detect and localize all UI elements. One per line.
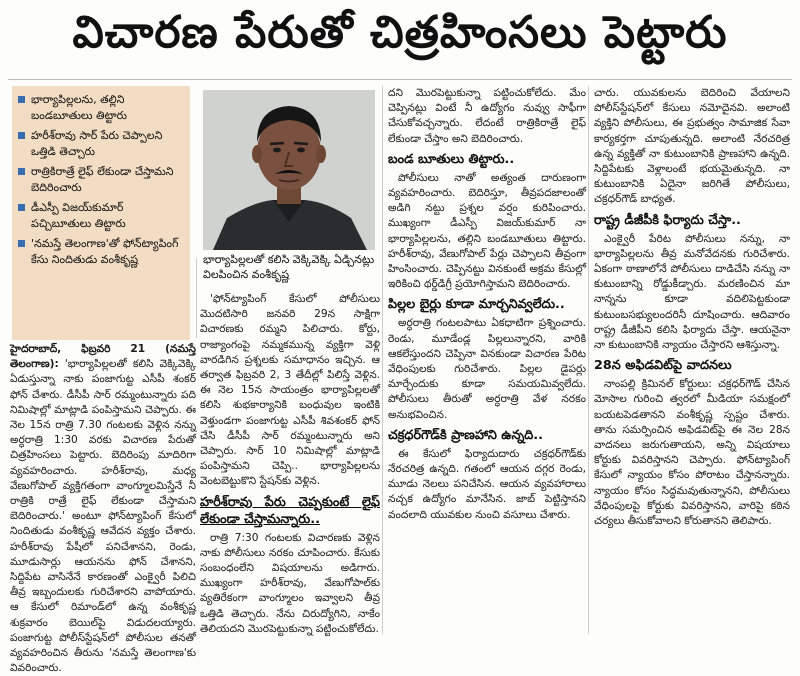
bullet-square-icon — [18, 204, 25, 211]
highlight-item — [18, 128, 184, 159]
bullet-square-icon — [18, 96, 25, 103]
article-paragraph: ఎంక్వైరీ పేరిట పోలీసులు నన్ను, నా భార్యాపిల్లలను తీవ్ర మనోవేదనకు గురిచేశారు. ఏకంగా ఠాణాలోనే పోలీసులు దాడిచేసి నన్ను నా కుటుంబాన్ని రోడ్డుకీడ్చారు. మరణించిన మా నాన్నను కూడా వదిలిపెట్టకుండా కుటుంబసభ్యులందరినీ దూషించారు. ఆదివారం రాష్ట్ర డీజీపీని కలిసి ఫిర్యాదు చేస్తా. ఆయనైనా నా కుటుంబానికి న్యాయం చేస్తారని ఆశిస్తున్నా. — [594, 232, 790, 352]
article-paragraph: రాత్రి 7:30 గంటలకు విచారణకు వెళ్లిన నాకు పోలీసులు నరకం చూపించారు. కేసుకు సంబంధంలేని విషయాలను అడిగారు. ముఖ్యంగా హరీశ్‌రావు, వేణుగోపాల్‌కు వ్యతిరేకంగా వాంగ్మూలం ఇవ్వాలని తీవ్ర ఒత్తిడి తెచ్చారు. నేను చిరుద్యోగిని, నాకేం తెలియదని మొరపెట్టుకున్నా పట్టించుకోలేదు. — [200, 531, 380, 635]
highlight-text: భార్యాపిల్లలను, తల్లిని బండబూతులు తిట్టారు — [31, 93, 127, 122]
article-paragraph: దని మొరపెట్టుకున్నా పట్టించుకోలేదు. మేం చెప్పినట్లు వింటే నీ ఉద్యోగం నువ్వు సాఫీగా చేసుకోవచ్చన్నారు. లేదంటే రాత్రికిరాత్రే లైఫ్ లేకుండా చేస్తాం అని బెదిరించారు. — [388, 87, 586, 145]
subheading: హరీశ్‌రావు పేరు చెప్పకుంటే లైఫ్ లేకుండా చేస్తామన్నారు.. — [200, 494, 380, 527]
article-paragraph: నాంపల్లి క్రిమినల్ కోర్టులు: చక్రధర్‌గౌడ్ చేసిన మోసాల గురించి త్వరలో మీడియా సమక్షంలో బయటపెడతానని వంశీకృష్ణ స్పష్టం చేశారు. తాను సమర్పించిన అఫిడవిట్‌పై ఈ నెల 28న వాదనలు జరుగుతాయని, అన్ని విషయాలు కోర్టుకు వివరిస్తానని చెప్పారు. ఫోన్‌ట్యాపింగ్ కేసులో న్యాయం కోసం పోరాటం చేస్తానన్నారు. న్యాయం కోసం సిద్ధమవుతున్నానని, పోలీసులు వేధింపులపై కోర్టుకు వివరిస్తానని, వారిపై కఠిన చర్యలు తీసుకోవాలని కోరుతానని తెలిపారు. — [594, 378, 790, 528]
article-column-4 — [594, 86, 790, 636]
highlight-text: డీఎస్పీ విజయ్‌కుమార్ పచ్చిబూతులు తిట్టారు — [31, 201, 126, 230]
bullet-square-icon — [18, 132, 25, 139]
article-column-2 — [200, 292, 380, 636]
subheading: రాష్ట్ర డీజీపీకి ఫిర్యాదు చేస్తా.. — [594, 212, 741, 228]
column-divider — [588, 86, 589, 634]
article-paragraph: 'ఫోన్‌ట్యాపింగ్ కేసులో పోలీసులు మొదటిసారి జనవరి 29న సాక్షిగా విచారణకు రమ్మని పిలిచారు. కోర్టు, రాజ్యాంగంపై నమ్మకమున్న వ్యక్తిగా వెళ్లి వారడిగిన ప్రశ్నలకు సమాధానం ఇచ్చిన. ఆ తర్వాత ఫిబ్రవరి 2, 3 తేదీల్లో పిలిస్తే వెళ్లిన. ఈ నెల 15న సాయంత్రం భార్యాపిల్లలతో కలిసి శుభకార్యానికి బంధువుల ఇంటికి వెళ్తుండగా పంజాగుట్ట ఎసీపీ శివశంకర్ ఫోన్ చేసి డీసీపీ సార్ రమ్మంటున్నారు అని చెప్పారు. సార్ 10 నిమిషాల్లో మాట్లాడి పంపిస్తామని చెప్పి.. భార్యాపిల్లలను వెంటబెట్టుకొని స్టేషన్‌కు వెళ్లిన. — [200, 293, 380, 488]
article-paragraph: అర్ధరాత్రి గంటలపాటు ఏకధాటిగా ప్రశ్నించారు. రెండు, మూడేండ్ల పిల్లలున్నారని, వారికి ఆకలేస్తుందని చెప్పినా వినకుండా విచారణ పేరిట వేధింపులకు గురిచేశారు. పిల్లల డైపర్లు మార్చేందుకు కూడా సమయమివ్వలేదు. పోలీసులు తీరుతో అర్ధరాత్రి వేళ నరకం అనుభవించిన. — [388, 317, 586, 421]
highlight-text: 'నమస్తే తెలంగాణ'తో ఫోన్‌ట్యాపింగ్ కేసు నిందితుడు వంశీకృష్ణ — [31, 237, 179, 266]
headline-rule — [8, 79, 792, 80]
highlight-text: రాత్రికిరాత్రే లైఫ్ లేకుండా చేస్తామని బెదిరించారు — [31, 165, 174, 194]
column-divider — [382, 86, 383, 634]
highlights-box — [12, 86, 190, 340]
subheading: పిల్లల బైర్లు కూడా మార్చనివ్వలేదు.. — [388, 297, 565, 313]
column-divider — [196, 258, 197, 338]
article-column-1 — [10, 342, 197, 675]
portrait-photo — [203, 90, 375, 250]
highlight-item — [18, 236, 184, 267]
article-paragraph: ఈ కేసులో ఫిర్యాదుదారు చక్రధర్‌గౌడ్‌కు నేరచరిత్ర ఉన్నది. గతంలో ఆయన దగ్గర రెండు, మూడు నెలలు పనిచేసిన. ఆయన వ్యవహారాలు నచ్చక ఉద్యోగం మానేసిన. జాబ్ పెట్టిస్తానని వందలాది యువకుల నుంచి వసూలు చేశారు. — [388, 447, 586, 521]
photo-caption: భార్యాపిల్లలతో కలిసి వెక్కివెక్కి ఏడ్చినట్లు విలపించిన వంశీకృష్ణ — [203, 253, 375, 281]
dateline: హైదరాబాద్, ఫిబ్రవరి 21 (నమస్తే తెలంగాణ): — [10, 343, 196, 371]
article-paragraph: చారు. యువకులను బెదిరించి వేయాలని పోలీస్‌స్టేషన్‌లో కేసులు నమోదైనవి. అలాంటి వ్యక్తిని పోలీసులు, ఈ ప్రభుత్వం సామాజిక సేవా కార్యకర్తగా చూపుతున్నది. అలాంటి నేరచరిత్ర ఉన్న వ్యక్తితో నా కుటుంబానికి ప్రాణహాని ఉన్నది. సిద్దిపేటకు వెళ్లాలంటే భయమైతున్నది. నా కుటుంబానికి ఏదైనా జరిగితే పోలీసులు, చక్రధర్‌గౌడ్ బాధ్యత. — [594, 87, 790, 206]
article-paragraph: 'భార్యాపిల్లలతో కలిసి వెక్కివెక్కి ఏడుస్తున్నా నాకు పంజాగుట్ట ఎసీపీ శంకర్ ఫోన్ చేశారు. డీసీపీ సార్ రమ్మంటున్నారు పది నిమిషాల్లో మాట్లాడి పంపిస్తామని చెప్పారు. ఈ నెల 15న రాత్రి 7.30 గంటలకు వెళ్లిన నన్ను అర్ధరాత్రి 1:30 వరకు విచారణ పేరుతో చిత్రహింసలు పెట్టారు. బెదిరింపు మాదిరిగా వ్యవహరించారు. హరీశ్‌రావు, మధ్య వేణుగోపాల్ వ్యక్తిగతంగా వాంగ్మూలమిస్తేనే నీ రాత్రికి రాత్రే లైఫ్ లేకుండా చేస్తామని బెదిరించారు.' అంటూ ఫోన్‌ట్యాపింగ్ కేసులో నిందితుడు వంశీకృష్ణ ఆవేదన వ్యక్తం చేశారు. హరీశ్‌రావు పేషీలో పనిచేశానని, రెండు, మూడుసార్లు ఆయనను ఫోన్ చేశానని, సిద్దిపేట వాసినేనే కారణంతో ఎంక్వైరీ పిలిచి తీవ్ర ఇబ్బందులకు గురిచేశారని వాపోయారు. ఆ కేసులో రిమాండ్‌లో ఉన్న వంశీకృష్ణ శుక్రవారం బెయిల్‌పై విడుదలయ్యారు. పంజాగుట్ట పోలీస్‌స్టేషన్‌లో పోలీసుల తనతో వ్యవహరించిన తీరును 'నమస్తే తెలంగాణ'కు వివరించారు. — [10, 358, 197, 675]
person-illustration — [203, 90, 375, 250]
subheading: 28న అఫిడవిట్‌పై వాదనలు — [594, 358, 732, 374]
highlight-item — [18, 200, 184, 231]
subheading: బండ బూతులు తిట్టారు.. — [388, 151, 515, 167]
highlight-text: హరీశ్‌రావు సార్ పేరు చెప్పాలని ఒత్తిడి తెచ్చారు — [31, 129, 163, 158]
subheading: చక్రధర్‌గౌడ్‌కి ప్రాణహాని ఉన్నది.. — [388, 427, 544, 443]
headline: విచారణ పేరుతో చిత్రహింసలు పెట్టారు — [72, 7, 728, 58]
highlight-item — [18, 164, 184, 195]
bullet-square-icon — [18, 240, 25, 247]
highlight-item — [18, 92, 184, 123]
bullet-square-icon — [18, 168, 25, 175]
article-paragraph: పోలీసులు నాతో అత్యంత దారుణంగా వ్యవహరించారు. బెదిరిస్తూ, తీవ్రపదజాలంతో అడిగి నట్టు ప్రశ్నల వర్షం కురిపించారు. ముఖ్యంగా డీఎస్పీ విజయ్‌కుమార్ నా భార్యాపిల్లలను, తల్లిని బండబూతులు తిట్టారు. హరీశ్‌రావు, వేణుగోపాల్ పేర్లు చెప్పాలని తీవ్రంగా హింసించారు. చెప్పినట్టు వినకుంటే అక్రమ కేసుల్లో ఇరికించి థర్డ్‌డిగ్రీ ప్రయోగిస్తామని బెదిరించారు. — [388, 171, 586, 291]
article-column-3 — [388, 86, 586, 636]
